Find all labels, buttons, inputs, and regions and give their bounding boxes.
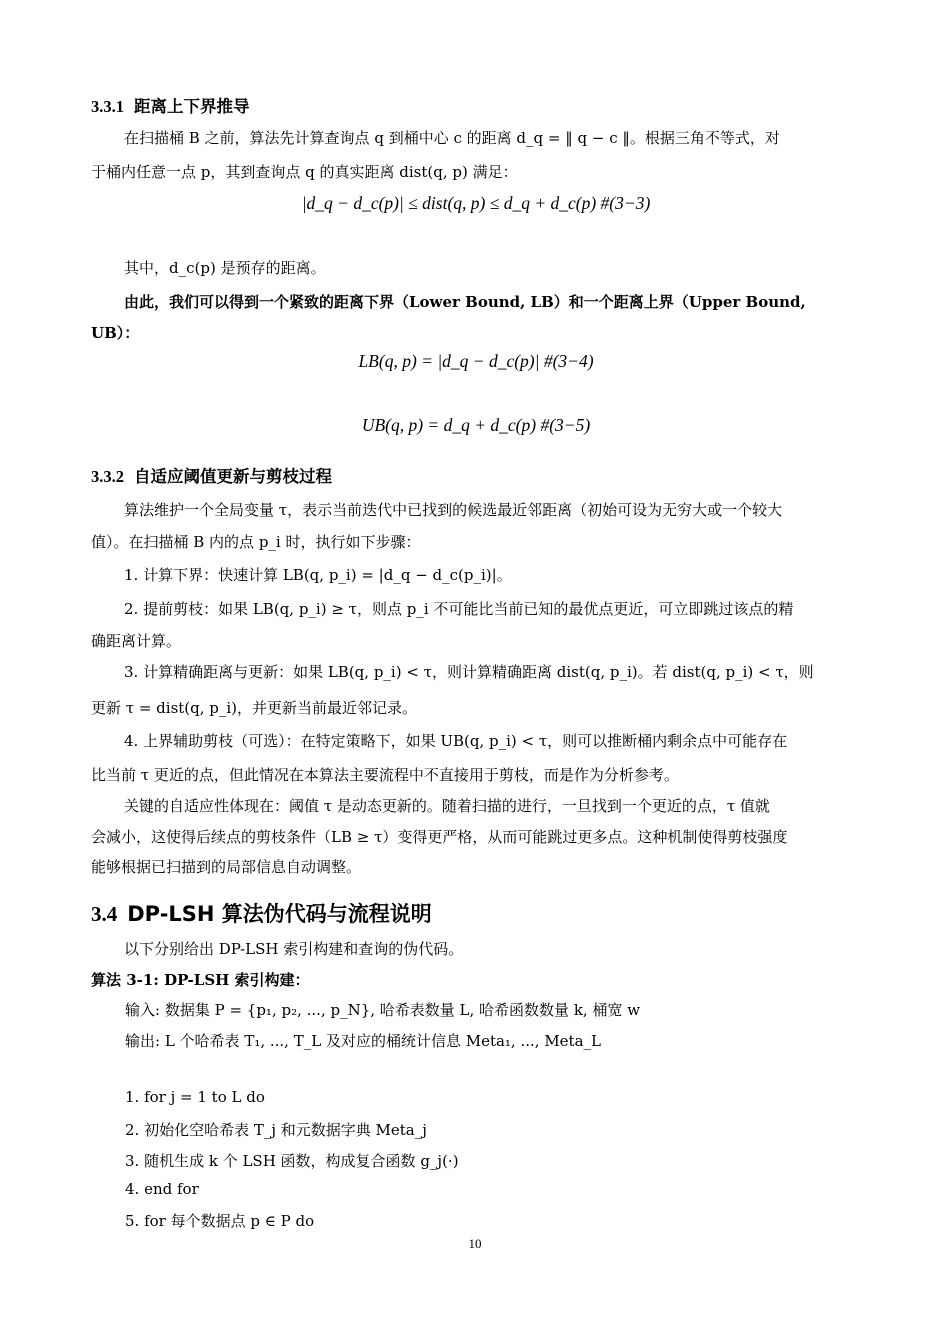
algorithm-title [91, 969, 310, 990]
step-3-line-2 [91, 697, 417, 718]
paragraph-2 [91, 257, 326, 278]
paragraph-6-text: 以下分别给出 DP-LSH 索引构建和查询的伪代码。 [124, 940, 464, 958]
algorithm-title-text: 算法 3-1: DP-LSH 索引构建： [91, 971, 310, 989]
step-4-line-1 [91, 730, 787, 751]
code-line-text: 2. 初始化空哈希表 T_j 和元数据字典 Meta_j [125, 1121, 427, 1139]
section-title: DP-LSH 算法伪代码与流程说明 [127, 902, 432, 926]
paragraph-3-line2-text: UB）： [91, 324, 140, 342]
step-2-line1-text: 2. 提前剪枝：如果 LB(q, p_i) ≥ τ，则点 p_i 不可能比当前已知的最优点更近，可立即跳过该点的精 [124, 600, 794, 618]
code-line [125, 1180, 199, 1198]
algorithm-output [125, 1030, 601, 1051]
paragraph-3-line-2 [91, 322, 139, 343]
algorithm-input [125, 999, 640, 1020]
step-1-text: 1. 计算下界：快速计算 LB(q, p_i) = |d_q − d_c(p_i)|。 [124, 566, 512, 584]
step-4-line2-text: 比当前 τ 更近的点，但此情况在本算法主要流程中不直接用于剪枝，而是作为分析参考。 [91, 766, 679, 784]
paragraph-1-line-1 [91, 127, 861, 148]
step-2-line-1 [91, 598, 793, 619]
code-line-text: 5. for 每个数据点 p ∈ P do [125, 1212, 315, 1230]
paragraph-5-line1-text: 关键的自适应性体现在：阈值 τ 是动态更新的。随着扫描的进行，一旦找到一个更近的点，τ 值就 [124, 797, 770, 815]
algorithm-output-text: 输出: L 个哈希表 T₁, ..., T_L 及对应的桶统计信息 Meta₁, ..., Meta_L [125, 1032, 601, 1050]
paragraph-6 [91, 938, 463, 959]
paragraph-1-line-2 [91, 161, 518, 182]
paragraph-5-line-1 [91, 795, 770, 816]
paragraph-4-line1-text: 算法维护一个全局变量 τ，表示当前迭代中已找到的候选最近邻距离（初始可设为无穷大或一个较大 [124, 501, 783, 519]
paragraph-4-line-1 [91, 499, 782, 520]
step-3-line1-text: 3. 计算精确距离与更新：如果 LB(q, p_i) < τ，则计算精确距离 dist(q, p_i)。若 dist(q, p_i) < τ，则 [124, 663, 814, 681]
equation-3-5-text: UB(q, p) = d_q + d_c(p) #(3−5) [361, 415, 591, 435]
equation-3-4-text: LB(q, p) = |d_q − d_c(p)| #(3−4) [358, 351, 594, 371]
section-heading-3-4 [91, 898, 432, 928]
paragraph-5-line-2 [91, 826, 787, 847]
equation-3-3 [91, 193, 861, 214]
paragraph-5-line2-text: 会减小，这使得后续点的剪枝条件（LB ≥ τ）变得更严格，从而可能跳过更多点。这种机制使得剪枝强度 [91, 828, 788, 846]
section-title: 自适应阈值更新与剪枝过程 [134, 467, 332, 486]
code-line [125, 1119, 427, 1140]
paragraph-3-line-1 [91, 291, 861, 312]
algorithm-input-text: 输入: 数据集 P = {p₁, p₂, ..., p_N}, 哈希表数量 L, 哈希函数数量 k, 桶宽 w [125, 1001, 641, 1019]
code-line [125, 1210, 314, 1231]
paragraph-3-line1-text: 由此，我们可以得到一个紧致的距离下界（Lower Bound, LB）和一个距离上界（Upper Bound, [124, 293, 806, 311]
step-3-line2-text: 更新 τ = dist(q, p_i)，并更新当前最近邻记录。 [91, 699, 418, 717]
code-line-text: 4. end for [125, 1180, 199, 1198]
code-line [125, 1150, 459, 1171]
equation-3-3-text: |d_q − d_c(p)| ≤ dist(q, p) ≤ d_q + d_c(p) #(3−3) [301, 193, 651, 213]
paragraph-4-line2-text: 值）。在扫描桶 B 内的点 p_i 时，执行如下步骤： [91, 533, 421, 551]
section-heading-3-3-2 [91, 463, 332, 487]
step-2-line-2 [91, 630, 181, 651]
section-number: 3.3.1 [91, 97, 124, 116]
paragraph-2-text: 其中，d_c(p) 是预存的距离。 [124, 259, 326, 277]
paragraph-5-line-3 [91, 856, 361, 877]
section-number: 3.3.2 [91, 467, 124, 486]
code-line [125, 1088, 265, 1106]
step-3-line-1 [91, 661, 814, 682]
step-4-line1-text: 4. 上界辅助剪枝（可选）：在特定策略下，如果 UB(q, p_i) < τ，则可以推断桶内剩余点中可能存在 [124, 732, 788, 750]
paragraph-4-line-2 [91, 531, 421, 552]
code-line-text: 1. for j = 1 to L do [125, 1088, 265, 1106]
step-2-line2-text: 确距离计算。 [91, 632, 182, 650]
step-1 [91, 564, 512, 585]
section-heading-3-3-1 [91, 93, 250, 117]
step-4-line-2 [91, 764, 679, 785]
p1-line1-text: 在扫描桶 B 之前，算法先计算查询点 q 到桶中心 c 的距离 d_q = ‖ q − c ‖。根据三角不等式，对 [124, 129, 780, 147]
equation-3-5 [91, 415, 861, 436]
p1-line2-text: 于桶内任意一点 p，其到查询点 q 的真实距离 dist(q, p) 满足： [91, 163, 518, 181]
section-number: 3.4 [91, 902, 118, 926]
paragraph-5-line3-text: 能够根据已扫描到的局部信息自动调整。 [91, 858, 362, 876]
code-line-text: 3. 随机生成 k 个 LSH 函数，构成复合函数 g_j(·) [125, 1152, 459, 1170]
section-title: 距离上下界推导 [134, 97, 250, 116]
page-number-text: 10 [468, 1236, 482, 1251]
equation-3-4 [91, 351, 861, 372]
page-number [0, 1236, 950, 1252]
